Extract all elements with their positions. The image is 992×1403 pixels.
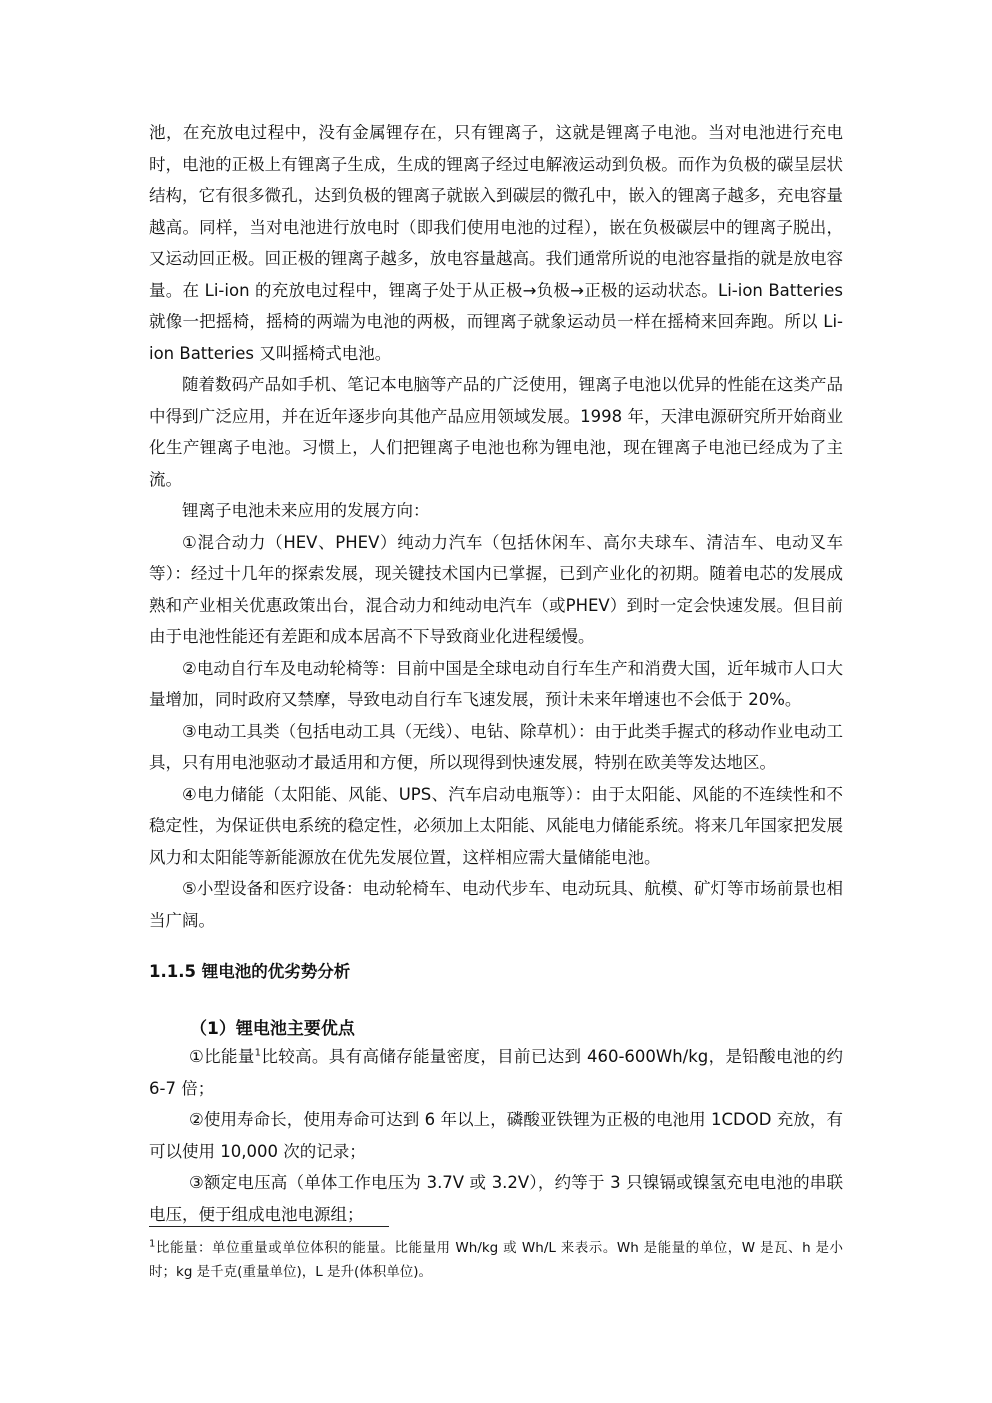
list-item-power-tools: ③电动工具类（包括电动工具（无线）、电钻、除草机）：由于此类手握式的移动作业电动工具，只有用电池驱动才最适用和方便，所以现得到快速发展，特别在欧美等发达地区。 [149, 721, 843, 772]
paragraph-development: 随着数码产品如手机、笔记本电脑等产品的广泛使用，锂离子电池以优异的性能在这类产品中得到广泛应用，并在近年逐步向其他产品应用领域发展。1998 年，天津电源研究所开始商业化生产锂离子电池。习惯上，人们把锂离子电池也称为锂电池，现在锂离子电池已经成为了主流。 [149, 375, 843, 489]
footnote-marker: 1 [149, 1238, 156, 1250]
list-item-hybrid-vehicles: ①混合动力（HEV、PHEV）纯动力汽车（包括休闲车、高尔夫球车、清洁车、电动叉车等）：经过十几年的探索发展，现关键技术国内已掌握，已到产业化的初期。随着电芯的发展成熟和产业相关优惠政策出台，混合动力和纯动电汽车（或PHEV）到时一定会快速发展。但目前由于电池性能还有差距和成本居高不下导致商业化进程缓慢。 [149, 532, 843, 646]
advantage-voltage: ③额定电压高（单体工作电压为 3.7V 或 3.2V），约等于 3 只镍镉或镍氢充电电池的串联电压，便于组成电池电源组； [149, 1173, 843, 1224]
paragraph-future-directions: 锂离子电池未来应用的发展方向： [182, 501, 430, 520]
footnote-separator [149, 1226, 389, 1227]
footnote-text: 比能量：单位重量或单位体积的能量。比能量用 Wh/kg 或 Wh/L 来表示。Wh 是能量的单位，W 是瓦、h 是小时；kg 是千克(重量单位)，L 是升(体积单位)。 [149, 1240, 843, 1280]
section-heading: 1.1.5 锂电池的优劣势分析 [149, 962, 351, 981]
footnote-ref[interactable]: 1 [254, 1047, 262, 1059]
body-text [149, 117, 843, 936]
advantage-text: 比较高。具有高储存能量密度，目前已达到 460-600Wh/kg，是铅酸电池的约 6-7 倍； [149, 1047, 844, 1098]
advantage-energy-density [149, 1041, 843, 1104]
paragraph-intro: 池，在充放电过程中，没有金属锂存在，只有锂离子，这就是锂离子电池。当对电池进行充电时，电池的正极上有锂离子生成，生成的锂离子经过电解液运动到负极。而作为负极的碳呈层状结构，它有很多微孔，达到负极的锂离子就嵌入到碳层的微孔中，嵌入的锂离子越多，充电容量越高。同样，当对电池进行放电时（即我们使用电池的过程），嵌在负极碳层中的锂离子脱出， 又运动回正极。回正极的锂离子越多，放电容量越高。我们通常所说的电池容量指的就是放电容量。在 Li-ion 的充放电过程中，锂离子处于从正极→负极→正极的运动状态。Li-ion Batteries 就像一把摇椅，摇椅的两端为电池的两极，而锂离子就象运动员一样在摇椅来回奔跑。所以 Li-ion Batteries 又叫摇椅式电池。 [149, 123, 843, 363]
advantage-label: ①比能量 [189, 1047, 255, 1066]
list-item-energy-storage: ④电力储能（太阳能、风能、UPS、汽车启动电瓶等）：由于太阳能、风能的不连续性和不稳定性，为保证供电系统的稳定性，必须加上太阳能、风能电力储能系统。将来几年国家把发展风力和太阳能等新能源放在优先发展位置，这样相应需大量储能电池。 [149, 784, 843, 867]
list-item-e-bikes: ②电动自行车及电动轮椅等：目前中国是全球电动自行车生产和消费大国，近年城市人口大量增加，同时政府又禁摩，导致电动自行车飞速发展，预计未来年增速也不会低于 20%。 [149, 658, 843, 709]
advantages-list [149, 1041, 843, 1230]
list-item-small-devices: ⑤小型设备和医疗设备：电动轮椅车、电动代步车、电动玩具、航模、矿灯等市场前景也相当广阔。 [149, 879, 843, 930]
sub-heading: （1）锂电池主要优点 [190, 1019, 355, 1039]
advantage-lifespan: ②使用寿命长，使用寿命可达到 6 年以上，磷酸亚铁锂为正极的电池用 1CDOD 充放，有可以使用 10,000 次的记录； [149, 1110, 843, 1161]
footnote [149, 1236, 843, 1284]
